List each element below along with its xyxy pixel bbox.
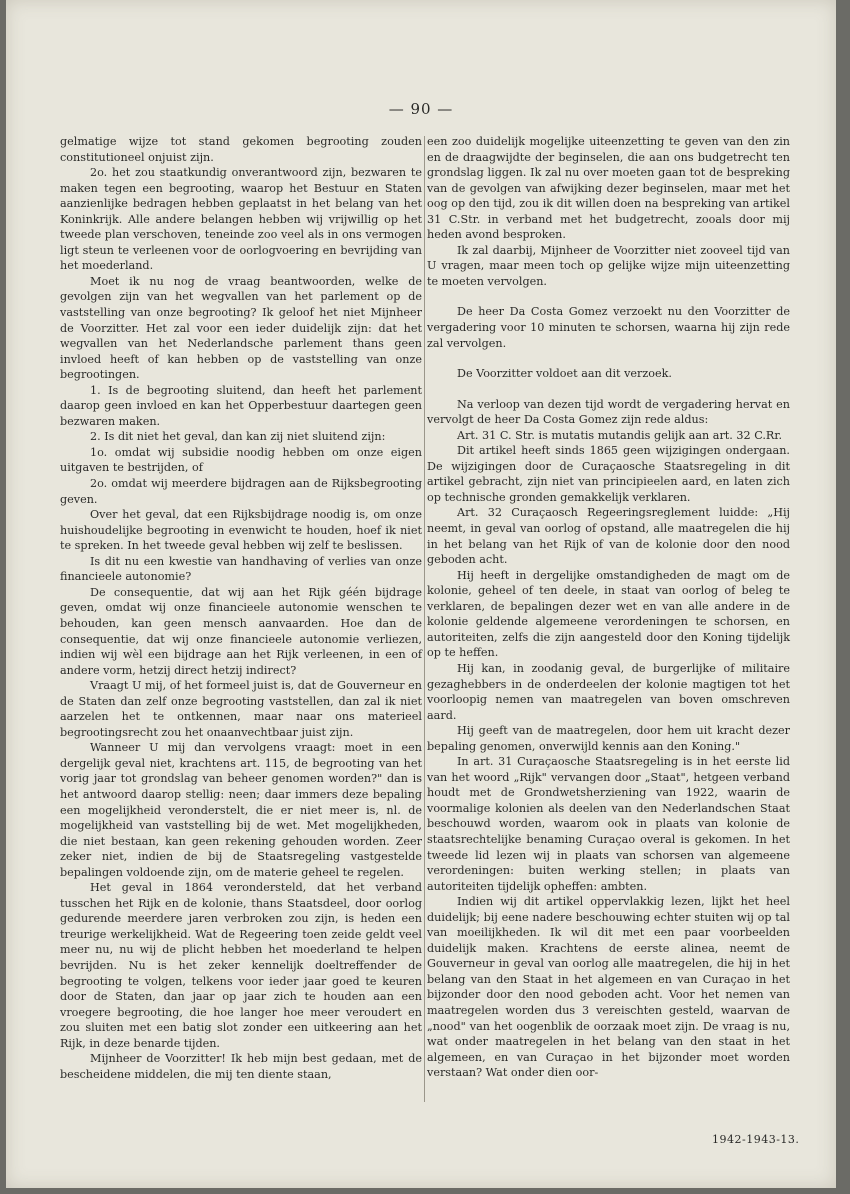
paragraph: gelmatige wijze tot stand gekomen begrooting zouden constitutioneel onjuist zijn. bbox=[60, 135, 422, 164]
paragraph: Hij geeft van de maatregelen, door hem uit kracht dezer bepaling genomen, onverwijld kennis aan den Koning." bbox=[427, 724, 790, 753]
paragraph: Art. 32 Curaçaosch Regeeringsreglement luidde: „Hij neemt, in geval van oorlog of opstand, alle maatregelen die hij in het belang van het Rijk of van de kolonie door den nood geboden acht. bbox=[427, 506, 790, 567]
paragraph: een zoo duidelijk mogelijke uiteenzetting te geven van den zin en de draagwijdte der beginselen, die aan ons budgetrecht ten grondslag liggen. Ik zal nu over moeten gaan tot de bespreking van de gevolgen van afwijking dezer beginselen, maar met het oog op den tijd, zou ik dit willen doen na bespreking van artikel 31 C.Str. in verband met het budgetrecht, zooals door mij heden avond besproken. bbox=[427, 135, 790, 242]
paragraph: Na verloop van dezen tijd wordt de vergadering hervat en vervolgt de heer Da Costa Gomez zijn rede aldus: bbox=[427, 397, 790, 427]
paragraph: Hij kan, in zoodanig geval, de burgerlijke of militaire gezaghebbers in de onderdeelen der kolonie magtigen tot het voorloopig nemen van maatregelen van boven omschreven aard. bbox=[427, 661, 790, 722]
paragraph: Over het geval, dat een Rijksbijdrage noodig is, om onze huishoudelijke begrooting in evenwicht te houden, hoef ik niet te spreken. In het tweede geval hebben wij zelf te beslissen. bbox=[60, 508, 422, 553]
column-divider bbox=[424, 136, 425, 1102]
paragraph: 2o. omdat wij meerdere bijdragen aan de Rijksbegrooting geven. bbox=[60, 477, 422, 506]
page-number: — 90 — bbox=[388, 100, 454, 118]
paragraph: Ik zal daarbij, Mijnheer de Voorzitter niet zooveel tijd van U vragen, maar meen toch op gelijke wijze mijn uiteenzetting te moeten vervolgen. bbox=[427, 243, 790, 288]
paragraph: 2o. het zou staatkundig onverantwoord zijn, bezwaren te maken tegen een begrooting, waarop het Bestuur en Staten aanzienlijke bedragen hebben geplaatst in het belang van het Koninkrijk. Alle andere belangen hebben wij vrijwillig op het tweede plan verschoven, teneinde zoo veel als in ons vermogen ligt steun te verleenen voor de oorlogvoering en bevrijding van het moederland. bbox=[60, 166, 422, 273]
paragraph: Het geval in 1864 verondersteld, dat het verband tusschen het Rijk en de kolonie, thans Staatsdeel, door oorlog gedurende meerdere jaren verbroken zou zijn, is heden een treurige werkelijkheid. Wat de Regeering toen zeide geldt veel meer nu, nu wij de plicht hebben het moederland te helpen bevrijden. Nu is het zeker kennelijk doeltreffender de begrooting te volgen, telkens voor ieder jaar goed te keuren door de Staten, dan jaar op jaar zich te houden aan een vroegere begrooting, die hoe langer hoe meer veroudert en zou sluiten met een batig slot zonder een uitkeering aan het Rijk, in deze benarde tijden. bbox=[60, 881, 422, 1050]
paragraph: Dit artikel heeft sinds 1865 geen wijzigingen ondergaan. De wijzigingen door de Curaçaosche Staatsregeling in dit artikel gebracht, zijn niet van principieelen aard, en laten zich op technische gronden gemakkelijk verklaren. bbox=[427, 444, 790, 504]
document-page bbox=[6, 0, 836, 1188]
paragraph: De heer Da Costa Gomez verzoekt nu den Voorzitter de vergadering voor 10 minuten te schorsen, waarna hij zijn rede zal vervolgen. bbox=[427, 305, 790, 350]
paragraph: De consequentie, dat wij aan het Rijk géén bijdrage geven, omdat wij onze financieele autonomie wenschen te behouden, kan geen mensch aanvaarden. Hoe dan de consequentie, dat wij onze financieele autonomie verliezen, indien wij wèl een bijdrage aan het Rijk verleenen, in een of andere vorm, hetzij direct hetzij indirect? bbox=[60, 585, 422, 677]
paragraph: 2. Is dit niet het geval, dan kan zij niet sluitend zijn: bbox=[90, 430, 386, 444]
paragraph: Moet ik nu nog de vraag beantwoorden, welke de gevolgen zijn van het wegvallen van het parlement op de vaststelling van onze begrooting? Ik geloof het niet Mijnheer de Voorzitter. Het zal voor een ieder duidelijk zijn: dat het wegvallen van het Nederlandsche parlement thans geen invloed heeft of kan hebben op de vaststelling van onze begrootingen. bbox=[60, 274, 422, 382]
footer-code: 1942-1943-13. bbox=[712, 1133, 800, 1146]
right-column bbox=[427, 134, 790, 1081]
paragraph: Art. 31 C. Str. is mutatis mutandis gelijk aan art. 32 C.Rr. bbox=[457, 428, 783, 442]
paragraph: Mijnheer de Voorzitter! Ik heb mijn best gedaan, met de bescheidene middelen, die mij ten diente staan, bbox=[60, 1052, 422, 1081]
paragraph: 1. Is de begrooting sluitend, dan heeft het parlement daarop geen invloed en kan het Opperbestuur daartegen geen bezwaren maken. bbox=[60, 383, 422, 428]
paragraph: In art. 31 Curaçaosche Staatsregeling is in het eerste lid van het woord „Rijk" vervangen door „Staat", hetgeen verband houdt met de Grondwetsherziening van 1922, waarin de voormalige kolonien als deelen van den Nederlandschen Staat beschouwd worden, waarom ook in plaats van kolonie de staatsrechtelijke benaming Curaçao overal is gekomen. In het tweede lid lezen wij in plaats van schorsen van algemeene verordeningen: buiten werking stellen; in plaats van autoriteiten tijdelijk opheffen: ambten. bbox=[427, 755, 790, 893]
paragraph: Wanneer U mij dan vervolgens vraagt: moet in een dergelijk geval niet, krachtens art. 115, de begrooting van het vorig jaar tot grondslag van beheer genomen worden?" dan is het antwoord daarop stellig: neen; daar immers deze bepaling een mogelijkheid veronderstelt, die er niet meer is, nl. de mogelijkheid van vaststelling bij de wet. Met mogelijkheden, die niet bestaan, kan geen rekening gehouden worden. Zeer zeker niet, indien de bij de Staatsregeling vastgestelde bepalingen voldoende zijn, om de materie geheel te regelen. bbox=[60, 741, 422, 879]
paragraph: Is dit nu een kwestie van handhaving of verlies van onze financieele autonomie? bbox=[60, 554, 422, 584]
paragraph: De Voorzitter voldoet aan dit verzoek. bbox=[457, 367, 672, 381]
paragraph: 1o. omdat wij subsidie noodig hebben om onze eigen uitgaven te bestrijden, of bbox=[60, 445, 422, 475]
paragraph: Vraagt U mij, of het formeel juist is, dat de Gouverneur en de Staten dan zelf onze begrooting vaststellen, dan zal ik niet aarzelen het te ontkennen, maar naar ons materieel begrootingsrecht zou het onaanvechtbaar juist zijn. bbox=[60, 679, 422, 739]
left-column bbox=[60, 134, 422, 1082]
paragraph: Hij heeft in dergelijke omstandigheden de magt om de kolonie, geheel of ten deele, in staat van oorlog of beleg te verklaren, de bepalingen dezer wet en van alle andere in de kolonie geldende algemeene verordeningen te schorsen, en autoriteiten, zelfs die zijn aangesteld door den Koning tijdelijk op te heffen. bbox=[427, 568, 790, 660]
paragraph: Indien wij dit artikel oppervlakkig lezen, lijkt het heel duidelijk; bij eene nadere beschouwing echter stuiten wij op tal van moeilijkheden. Ik wil dit met een paar voorbeelden duidelijk maken. Krachtens de eerste alinea, neemt de Gouverneur in geval van oorlog alle maatregelen, die hij in het belang van den Staat in het algemeen en van Curaçao in het bijzonder door den nood geboden acht. Voor het nemen van maatregelen worden dus 3 vereischten gesteld, waarvan de „nood" van het oogenblik de oorzaak moet zijn. De vraag is nu, wat onder maatregelen in het belang van den staat in het algemeen, en van Curaçao in het bijzonder moet worden verstaan? Wat onder dien oor- bbox=[427, 895, 790, 1080]
